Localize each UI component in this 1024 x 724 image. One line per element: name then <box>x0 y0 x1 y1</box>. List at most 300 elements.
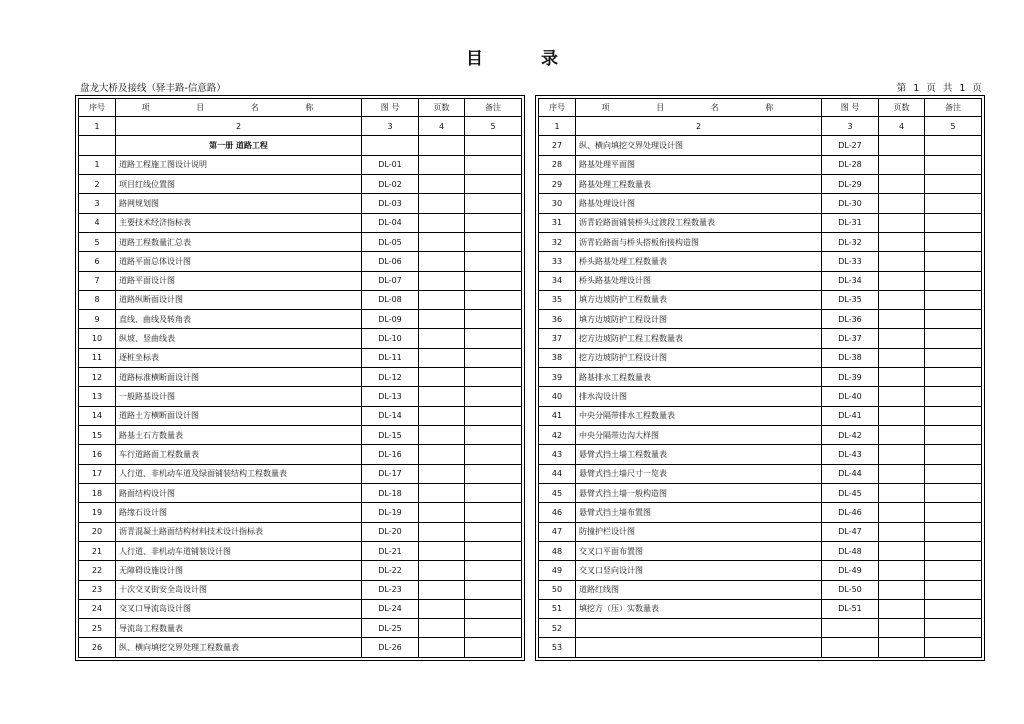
row-number: 46 <box>539 503 576 522</box>
column-number: 4 <box>419 117 465 136</box>
row-note <box>925 271 982 290</box>
table-row <box>539 599 982 618</box>
row-pages <box>879 155 925 174</box>
row-number: 37 <box>539 329 576 348</box>
row-note <box>465 522 522 541</box>
row-note <box>925 599 982 618</box>
row-drawing-number: DL-08 <box>362 290 419 309</box>
row-item-name: 主要技术经济指标表 <box>116 213 362 232</box>
row-note <box>465 290 522 309</box>
row-pages <box>419 599 465 618</box>
row-item-name: 悬臂式挡土墙尺寸一览表 <box>576 464 822 483</box>
row-number: 24 <box>79 599 116 618</box>
row-item-name: 路基处理平面图 <box>576 155 822 174</box>
row-note <box>925 619 982 638</box>
row-number: 14 <box>79 406 116 425</box>
row-drawing-number: DL-44 <box>822 464 879 483</box>
row-number: 20 <box>79 522 116 541</box>
row-number: 31 <box>539 213 576 232</box>
row-number: 29 <box>539 174 576 193</box>
row-item-name: 直线、曲线及转角表 <box>116 310 362 329</box>
row-pages <box>879 252 925 271</box>
row-pages <box>419 483 465 502</box>
table-row <box>79 368 522 387</box>
table-row <box>539 232 982 251</box>
row-number: 48 <box>539 541 576 560</box>
row-drawing-number: DL-13 <box>362 387 419 406</box>
row-number: 50 <box>539 580 576 599</box>
header-no: 序号 <box>79 99 116 117</box>
table-row <box>79 426 522 445</box>
table-row <box>79 271 522 290</box>
table-row <box>539 252 982 271</box>
row-pages <box>879 368 925 387</box>
page-total: 共 1 页 <box>942 83 982 94</box>
row-pages <box>419 155 465 174</box>
row-note <box>465 348 522 367</box>
row-pages <box>419 638 465 658</box>
row-drawing-number: DL-39 <box>822 368 879 387</box>
row-pages <box>879 271 925 290</box>
table-row <box>79 580 522 599</box>
row-drawing-number: DL-38 <box>822 348 879 367</box>
row-drawing-number: DL-45 <box>822 483 879 502</box>
table-row <box>79 483 522 502</box>
table-row <box>79 310 522 329</box>
row-pages <box>879 213 925 232</box>
row-item-name: 道路红线图 <box>576 580 822 599</box>
column-number: 3 <box>362 117 419 136</box>
table-row <box>539 174 982 193</box>
row-note <box>465 252 522 271</box>
row-note <box>925 252 982 271</box>
row-drawing-number: DL-07 <box>362 271 419 290</box>
header-drawing: 图 号 <box>362 99 419 117</box>
row-number: 13 <box>79 387 116 406</box>
table-row <box>539 445 982 464</box>
row-drawing-number: DL-26 <box>362 638 419 658</box>
row-number: 16 <box>79 445 116 464</box>
row-number: 19 <box>79 503 116 522</box>
table-row <box>79 406 522 425</box>
table-row <box>79 194 522 213</box>
row-item-name: 导流岛工程数量表 <box>116 619 362 638</box>
row-number: 40 <box>539 387 576 406</box>
row-number: 4 <box>79 213 116 232</box>
table-row <box>539 194 982 213</box>
column-number: 1 <box>79 117 116 136</box>
row-drawing-number: DL-11 <box>362 348 419 367</box>
row-drawing-number: DL-32 <box>822 232 879 251</box>
row-note <box>925 406 982 425</box>
row-drawing-number: DL-05 <box>362 232 419 251</box>
row-note <box>925 445 982 464</box>
row-pages <box>419 213 465 232</box>
header-pages: 页数 <box>419 99 465 117</box>
row-drawing-number: DL-51 <box>822 599 879 618</box>
column-number: 2 <box>116 117 362 136</box>
table-row <box>539 541 982 560</box>
row-item-name: 路面结构设计图 <box>116 483 362 502</box>
row-number: 38 <box>539 348 576 367</box>
row-pages <box>419 194 465 213</box>
row-number: 1 <box>79 155 116 174</box>
row-item-name: 填挖方（压）实数量表 <box>576 599 822 618</box>
row-drawing-number: DL-41 <box>822 406 879 425</box>
row-item-name: 桥头路基处理设计图 <box>576 271 822 290</box>
row-number: 32 <box>539 232 576 251</box>
row-pages <box>879 445 925 464</box>
row-note <box>465 368 522 387</box>
row-note <box>465 213 522 232</box>
row-note <box>925 174 982 193</box>
table-row <box>79 561 522 580</box>
row-item-name: 项目红线位置图 <box>116 174 362 193</box>
row-item-name: 纵、横向填挖交界处理设计图 <box>576 136 822 155</box>
row-note <box>925 464 982 483</box>
row-pages <box>419 426 465 445</box>
row-item-name: 路基处理工程数量表 <box>576 174 822 193</box>
column-number: 4 <box>879 117 925 136</box>
row-item-name: 车行道路面工程数量表 <box>116 445 362 464</box>
row-note <box>465 464 522 483</box>
table-row <box>539 580 982 599</box>
row-note <box>925 213 982 232</box>
column-number: 3 <box>822 117 879 136</box>
row-drawing-number: DL-42 <box>822 426 879 445</box>
row-note <box>465 387 522 406</box>
row-item-name: 路基土石方数量表 <box>116 426 362 445</box>
header-no: 序号 <box>539 99 576 117</box>
row-item-name: 悬臂式挡土墙一般构造图 <box>576 483 822 502</box>
table-row <box>79 387 522 406</box>
row-note <box>925 483 982 502</box>
index-table-right <box>535 95 985 661</box>
row-item-name: 交叉口平面布置图 <box>576 541 822 560</box>
table-row <box>79 174 522 193</box>
row-drawing-number: DL-48 <box>822 541 879 560</box>
row-pages <box>879 619 925 638</box>
table-row <box>539 464 982 483</box>
table-header-row <box>79 99 522 117</box>
page-info <box>897 80 982 94</box>
row-pages <box>879 310 925 329</box>
row-note <box>465 155 522 174</box>
row-pages <box>879 329 925 348</box>
row-number: 36 <box>539 310 576 329</box>
row-pages <box>879 348 925 367</box>
row-number: 23 <box>79 580 116 599</box>
table-row <box>79 213 522 232</box>
table-row <box>539 329 982 348</box>
row-number: 45 <box>539 483 576 502</box>
table-row <box>79 329 522 348</box>
row-number: 2 <box>79 174 116 193</box>
row-note <box>465 445 522 464</box>
row-pages <box>879 561 925 580</box>
row-number: 39 <box>539 368 576 387</box>
row-pages <box>419 541 465 560</box>
row-item-name: 道路标准横断面设计图 <box>116 368 362 387</box>
row-drawing-number: DL-46 <box>822 503 879 522</box>
row-item-name: 桥头路基处理工程数量表 <box>576 252 822 271</box>
row-drawing-number: DL-12 <box>362 368 419 387</box>
row-pages <box>879 541 925 560</box>
row-number: 5 <box>79 232 116 251</box>
table-row <box>79 522 522 541</box>
row-item-name: 沥青砼路面铺装桥头过渡段工程数量表 <box>576 213 822 232</box>
row-item-name: 逐桩坐标表 <box>116 348 362 367</box>
row-number: 27 <box>539 136 576 155</box>
table-row <box>539 561 982 580</box>
row-note <box>925 136 982 155</box>
row-item-name: 纵坡、竖曲线表 <box>116 329 362 348</box>
column-number: 5 <box>465 117 522 136</box>
row-item-name: 人行道、非机动车道及绿面铺装结构工程数量表 <box>116 464 362 483</box>
row-note <box>465 194 522 213</box>
row-pages <box>879 638 925 658</box>
row-drawing-number <box>822 619 879 638</box>
row-drawing-number: DL-17 <box>362 464 419 483</box>
row-drawing-number: DL-23 <box>362 580 419 599</box>
row-note <box>465 638 522 658</box>
row-note <box>465 329 522 348</box>
row-note <box>925 387 982 406</box>
row-note <box>465 426 522 445</box>
row-item-name: 人行道、非机动车道铺装设计图 <box>116 541 362 560</box>
row-note <box>925 561 982 580</box>
row-note <box>465 599 522 618</box>
section-row <box>79 136 522 155</box>
row-drawing-number: DL-37 <box>822 329 879 348</box>
row-item-name: 道路工程施工图设计说明 <box>116 155 362 174</box>
row-note <box>465 406 522 425</box>
row-item-name: 路缘石设计图 <box>116 503 362 522</box>
row-item-name: 交叉口导流岛设计图 <box>116 599 362 618</box>
table-row <box>79 445 522 464</box>
row-note <box>925 426 982 445</box>
row-pages <box>419 561 465 580</box>
row-item-name <box>576 638 822 658</box>
row-pages <box>419 619 465 638</box>
row-pages <box>879 503 925 522</box>
row-drawing-number: DL-18 <box>362 483 419 502</box>
row-drawing-number: DL-10 <box>362 329 419 348</box>
row-drawing-number: DL-22 <box>362 561 419 580</box>
table-row <box>79 232 522 251</box>
row-number: 42 <box>539 426 576 445</box>
row-pages <box>879 426 925 445</box>
row-item-name: 悬臂式挡土墙工程数量表 <box>576 445 822 464</box>
row-drawing-number: DL-33 <box>822 252 879 271</box>
header-note: 备注 <box>925 99 982 117</box>
row-pages <box>419 329 465 348</box>
row-item-name: 纵、横向填挖交界处理工程数量表 <box>116 638 362 658</box>
row-number: 41 <box>539 406 576 425</box>
row-pages <box>419 310 465 329</box>
header-name: 项 目 名 称 <box>576 99 822 117</box>
row-number: 34 <box>539 271 576 290</box>
column-number-row <box>539 117 982 136</box>
row-number: 8 <box>79 290 116 309</box>
row-note <box>925 368 982 387</box>
row-drawing-number: DL-20 <box>362 522 419 541</box>
row-drawing-number: DL-34 <box>822 271 879 290</box>
table-row <box>539 387 982 406</box>
row-drawing-number: DL-21 <box>362 541 419 560</box>
row-pages <box>419 464 465 483</box>
row-note <box>925 194 982 213</box>
row-item-name: 防撞护栏设计图 <box>576 522 822 541</box>
row-drawing-number: DL-01 <box>362 155 419 174</box>
row-pages <box>419 522 465 541</box>
row-number: 17 <box>79 464 116 483</box>
row-number: 12 <box>79 368 116 387</box>
row-pages <box>419 271 465 290</box>
row-number: 53 <box>539 638 576 658</box>
row-number: 7 <box>79 271 116 290</box>
row-pages <box>419 406 465 425</box>
row-drawing-number: DL-50 <box>822 580 879 599</box>
table-row <box>539 213 982 232</box>
page-number: 第 1 页 <box>896 83 936 94</box>
row-pages <box>419 348 465 367</box>
row-pages <box>419 290 465 309</box>
table-row <box>79 252 522 271</box>
row-pages <box>879 136 925 155</box>
table-row <box>539 522 982 541</box>
row-item-name: 沥青砼路面与桥头搭板衔接构造图 <box>576 232 822 251</box>
row-number: 49 <box>539 561 576 580</box>
row-item-name: 悬臂式挡土墙布置图 <box>576 503 822 522</box>
row-item-name: 道路平面总体设计图 <box>116 252 362 271</box>
row-number: 35 <box>539 290 576 309</box>
table-row <box>539 638 982 658</box>
row-note <box>465 541 522 560</box>
row-pages <box>879 290 925 309</box>
row-number: 6 <box>79 252 116 271</box>
row-item-name: 挖方边坡防护工程设计图 <box>576 348 822 367</box>
table-row <box>539 406 982 425</box>
row-note <box>465 580 522 599</box>
table-row <box>539 271 982 290</box>
row-item-name: 道路纵断面设计图 <box>116 290 362 309</box>
row-drawing-number: DL-14 <box>362 406 419 425</box>
row-number: 11 <box>79 348 116 367</box>
row-item-name <box>576 619 822 638</box>
row-item-name: 路基处理设计图 <box>576 194 822 213</box>
row-item-name: 沥青混凝土路面结构材料技术设计指标表 <box>116 522 362 541</box>
row-note <box>925 541 982 560</box>
row-pages <box>879 387 925 406</box>
column-number: 1 <box>539 117 576 136</box>
table-row <box>539 310 982 329</box>
row-pages <box>879 599 925 618</box>
row-number: 43 <box>539 445 576 464</box>
table-row <box>539 290 982 309</box>
row-pages <box>419 368 465 387</box>
row-pages <box>879 406 925 425</box>
row-item-name: 一般路基设计图 <box>116 387 362 406</box>
row-drawing-number: DL-09 <box>362 310 419 329</box>
row-drawing-number: DL-47 <box>822 522 879 541</box>
row-number: 10 <box>79 329 116 348</box>
row-number: 22 <box>79 561 116 580</box>
table-row <box>539 483 982 502</box>
row-drawing-number: DL-29 <box>822 174 879 193</box>
row-number: 26 <box>79 638 116 658</box>
row-drawing-number: DL-02 <box>362 174 419 193</box>
table-row <box>539 348 982 367</box>
row-note <box>925 348 982 367</box>
row-drawing-number: DL-35 <box>822 290 879 309</box>
index-table-left <box>75 95 525 661</box>
row-item-name: 中央分隔带边沟大样图 <box>576 426 822 445</box>
header-pages: 页数 <box>879 99 925 117</box>
row-item-name: 路网规划图 <box>116 194 362 213</box>
row-pages <box>419 232 465 251</box>
row-note <box>925 580 982 599</box>
row-note <box>925 503 982 522</box>
row-drawing-number: DL-27 <box>822 136 879 155</box>
table-row <box>79 348 522 367</box>
table-row <box>79 599 522 618</box>
row-number: 47 <box>539 522 576 541</box>
table-row <box>79 290 522 309</box>
table-row <box>79 503 522 522</box>
row-item-name: 十次交叉街安全岛设计图 <box>116 580 362 599</box>
row-drawing-number <box>822 638 879 658</box>
table-row <box>79 155 522 174</box>
row-drawing-number: DL-31 <box>822 213 879 232</box>
row-item-name: 填方边坡防护工程数量表 <box>576 290 822 309</box>
row-item-name: 道路土方横断面设计图 <box>116 406 362 425</box>
row-note <box>465 619 522 638</box>
row-pages <box>879 580 925 599</box>
table-row <box>79 541 522 560</box>
row-item-name: 填方边坡防护工程设计图 <box>576 310 822 329</box>
row-number: 33 <box>539 252 576 271</box>
header-note: 备注 <box>465 99 522 117</box>
page-title: 目 录 <box>466 49 584 69</box>
row-drawing-number: DL-16 <box>362 445 419 464</box>
header-name: 项 目 名 称 <box>116 99 362 117</box>
row-note <box>925 638 982 658</box>
row-note <box>465 503 522 522</box>
row-drawing-number: DL-24 <box>362 599 419 618</box>
row-note <box>465 174 522 193</box>
row-drawing-number: DL-15 <box>362 426 419 445</box>
row-note <box>925 310 982 329</box>
row-number: 51 <box>539 599 576 618</box>
row-item-name: 道路平面设计图 <box>116 271 362 290</box>
section-title: 第一册 道路工程 <box>116 136 362 155</box>
row-item-name: 路基排水工程数量表 <box>576 368 822 387</box>
row-pages <box>419 445 465 464</box>
column-number: 5 <box>925 117 982 136</box>
row-pages <box>419 252 465 271</box>
table-row <box>539 619 982 638</box>
row-note <box>465 483 522 502</box>
row-drawing-number: DL-03 <box>362 194 419 213</box>
row-pages <box>419 387 465 406</box>
row-drawing-number: DL-28 <box>822 155 879 174</box>
row-item-name: 中央分隔带排水工程数量表 <box>576 406 822 425</box>
row-drawing-number: DL-04 <box>362 213 419 232</box>
row-drawing-number: DL-49 <box>822 561 879 580</box>
row-pages <box>879 483 925 502</box>
table-row <box>539 136 982 155</box>
